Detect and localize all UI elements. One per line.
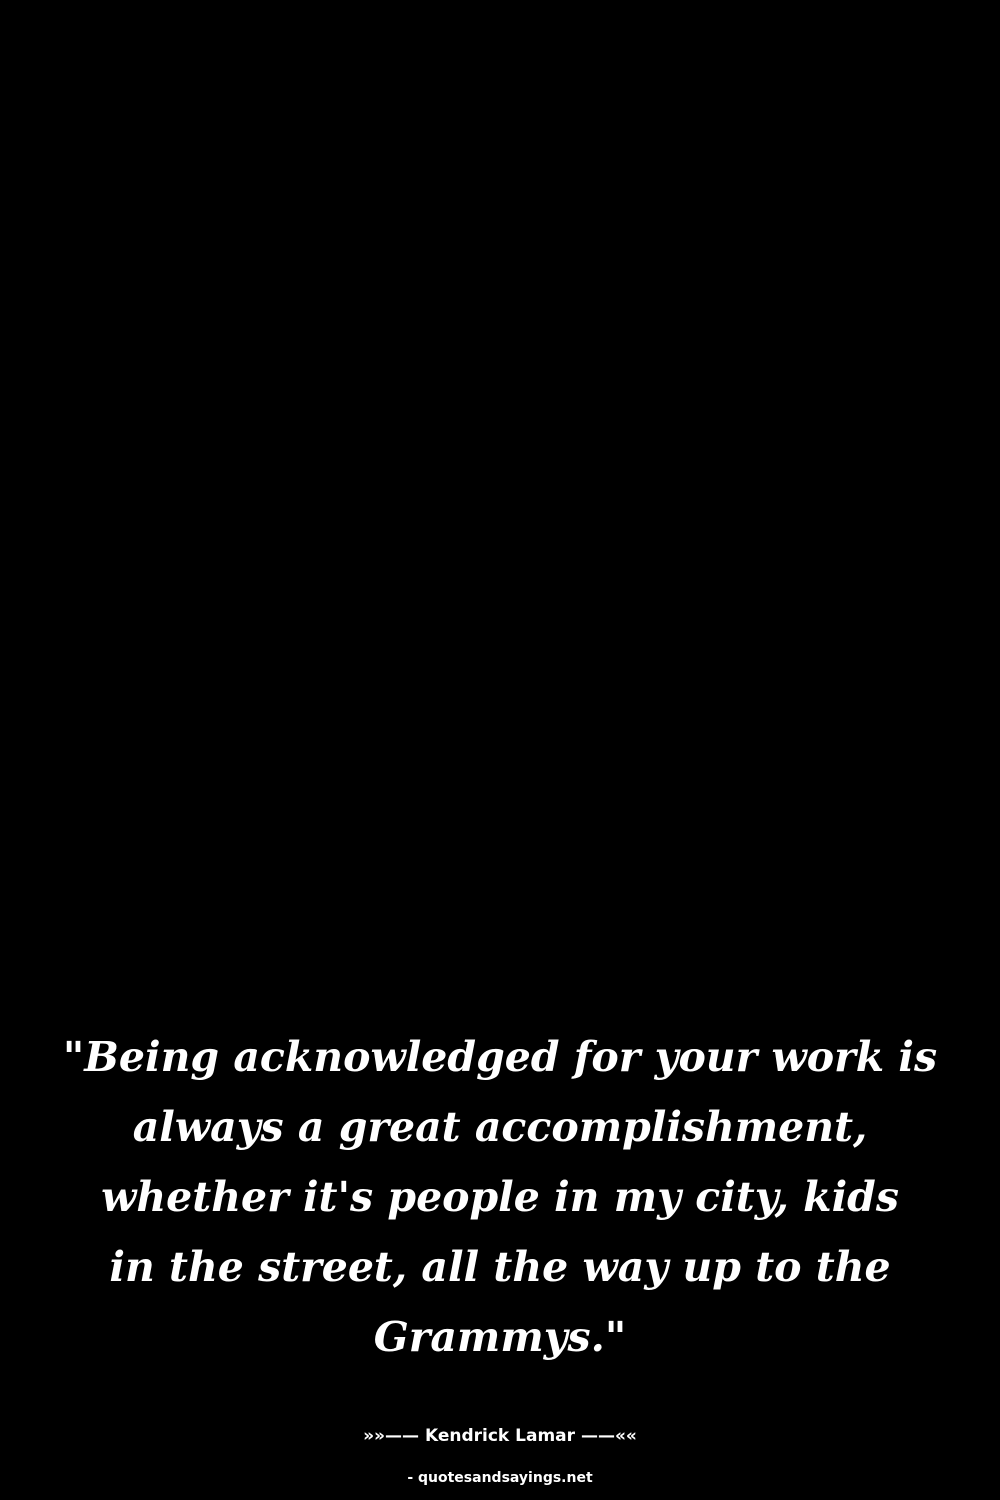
quote-text — [40, 1022, 960, 1372]
source-watermark: - quotesandsayings.net — [407, 1470, 593, 1486]
quote-line: in the street, all the way up to the — [109, 1243, 891, 1291]
quote-line: whether it's people in my city, kids — [101, 1173, 899, 1221]
quote-line: "Being acknowledged for your work is — [62, 1033, 938, 1081]
quote-line: always a great accomplishment, — [132, 1103, 868, 1151]
quote-line: Grammys." — [373, 1313, 627, 1361]
quote-author: »»—— Kendrick Lamar ——«« — [363, 1426, 637, 1446]
